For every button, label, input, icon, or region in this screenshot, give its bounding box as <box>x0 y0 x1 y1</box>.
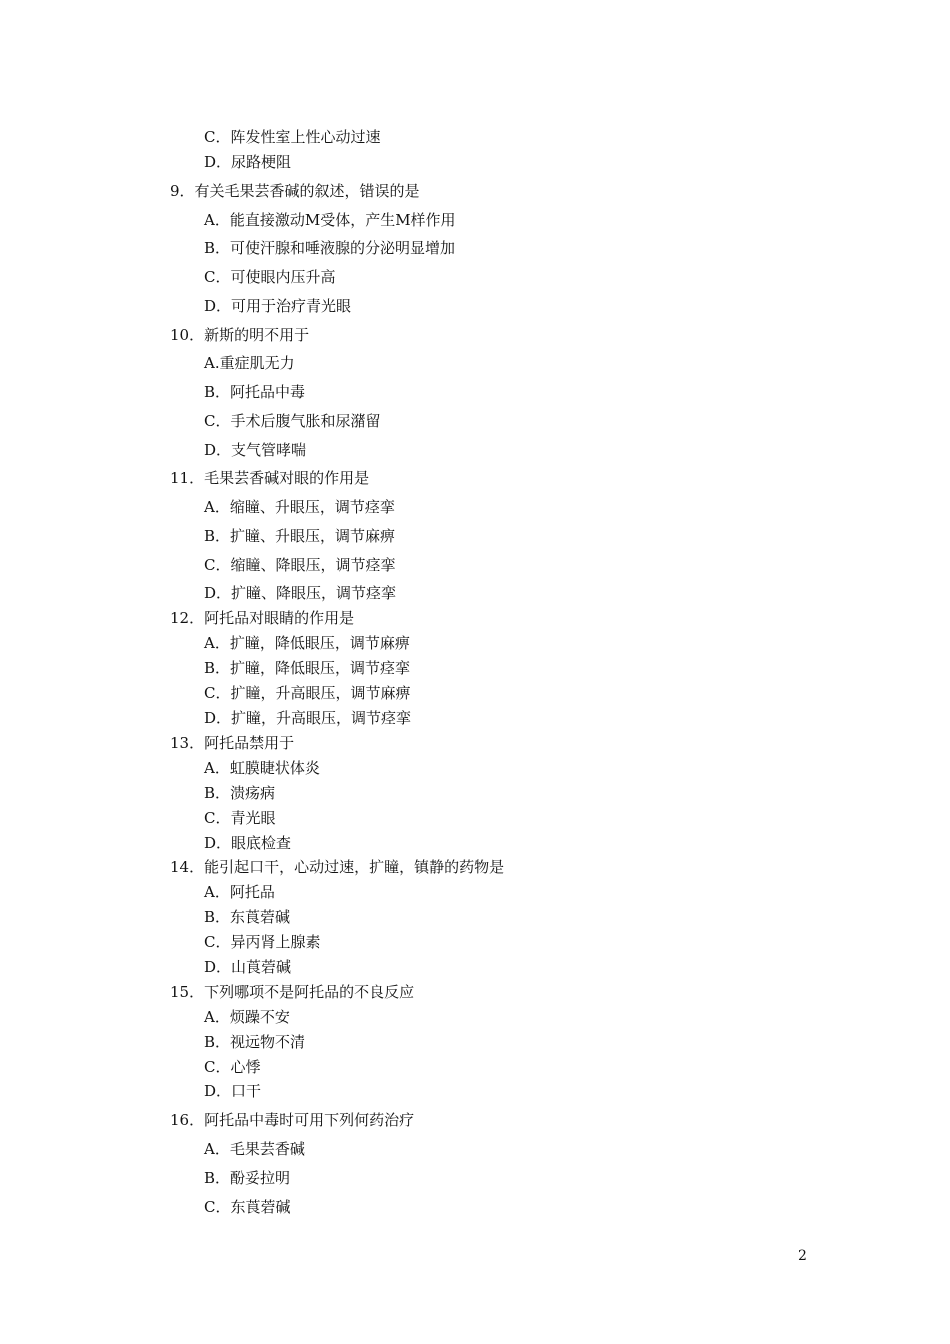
question-stem: 15．下列哪项不是阿托品的不良反应 <box>170 983 415 1001</box>
answer-option: A．能直接激动M受体，产生M样作用 <box>204 211 456 229</box>
answer-option: D．眼底检查 <box>204 834 292 852</box>
answer-option: D．口干 <box>204 1082 262 1100</box>
answer-option: B．可使汗腺和唾液腺的分泌明显增加 <box>204 239 456 257</box>
answer-option: A．扩瞳，降低眼压，调节麻痹 <box>204 634 410 652</box>
answer-option: B．酚妥拉明 <box>204 1169 291 1187</box>
answer-option: A．烦躁不安 <box>204 1008 290 1026</box>
answer-option: C．异丙肾上腺素 <box>204 933 321 951</box>
answer-option: A.重症肌无力 <box>204 354 295 372</box>
answer-option: B．扩瞳、升眼压，调节麻痹 <box>204 527 396 545</box>
answer-option: D．扩瞳，升高眼压，调节痉挛 <box>204 709 412 727</box>
answer-option: D．支气管哮喘 <box>204 441 307 459</box>
answer-option: B．东莨菪碱 <box>204 908 291 926</box>
question-stem: 10．新斯的明不用于 <box>170 326 310 344</box>
answer-option: A．毛果芸香碱 <box>204 1140 305 1158</box>
answer-option: C．东莨菪碱 <box>204 1198 291 1216</box>
answer-option: A．缩瞳、升眼压，调节痉挛 <box>204 498 395 516</box>
answer-option: B．溃疡病 <box>204 784 276 802</box>
answer-option: A．阿托品 <box>204 883 275 901</box>
answer-option: C．阵发性室上性心动过速 <box>204 128 381 146</box>
page-number: 2 <box>798 1248 807 1264</box>
answer-option: C．手术后腹气胀和尿潴留 <box>204 412 381 430</box>
answer-option: C．青光眼 <box>204 809 276 827</box>
question-stem: 9．有关毛果芸香碱的叙述，错误的是 <box>170 182 420 200</box>
answer-option: A．虹膜睫状体炎 <box>204 759 320 777</box>
answer-option: D．尿路梗阻 <box>204 153 292 171</box>
question-stem: 12．阿托品对眼睛的作用是 <box>170 609 355 627</box>
answer-option: C．可使眼内压升高 <box>204 268 336 286</box>
answer-option: B．扩瞳，降低眼压，调节痉挛 <box>204 659 411 677</box>
answer-option: D．扩瞳、降眼压，调节痉挛 <box>204 584 397 602</box>
answer-option: C．心悸 <box>204 1058 261 1076</box>
answer-option: D．山莨菪碱 <box>204 958 292 976</box>
question-stem: 16．阿托品中毒时可用下列何药治疗 <box>170 1111 415 1129</box>
answer-option: C．扩瞳，升高眼压，调节麻痹 <box>204 684 411 702</box>
question-stem: 14．能引起口干，心动过速，扩瞳，镇静的药物是 <box>170 858 505 876</box>
answer-option: C．缩瞳、降眼压，调节痉挛 <box>204 556 396 574</box>
answer-option: B．阿托品中毒 <box>204 383 306 401</box>
answer-option: B．视远物不清 <box>204 1033 306 1051</box>
answer-option: D．可用于治疗青光眼 <box>204 297 352 315</box>
question-stem: 13．阿托品禁用于 <box>170 734 295 752</box>
question-stem: 11．毛果芸香碱对眼的作用是 <box>170 469 370 487</box>
